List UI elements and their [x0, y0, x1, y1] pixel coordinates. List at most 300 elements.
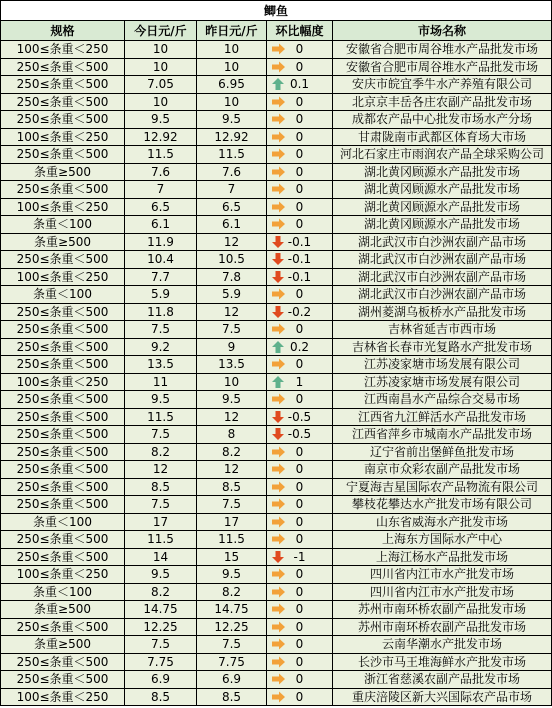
- spec-cell: 条重≥500: [1, 636, 125, 654]
- spec-cell: 250≤条重＜500: [1, 653, 125, 671]
- arrow-right-icon: [270, 602, 286, 616]
- market-name-cell: 四川省内江市水产批发市场: [333, 566, 552, 584]
- market-name-cell: 甘肃陇南市武都区体育场大市场: [333, 128, 552, 146]
- spec-cell: 100≤条重＜250: [1, 566, 125, 584]
- header-change: 环比幅度: [267, 21, 333, 41]
- change-value: 0: [295, 462, 304, 477]
- table-row: [1, 653, 552, 671]
- yesterday-price-cell: 9.5: [197, 391, 267, 409]
- table-row: [1, 583, 552, 601]
- change-value: 0: [295, 392, 304, 407]
- spec-cell: 250≤条重＜500: [1, 408, 125, 426]
- change-value: 0: [295, 357, 304, 372]
- table-row: [1, 216, 552, 234]
- today-price-cell: 11.5: [125, 146, 197, 164]
- arrow-down-icon: [270, 270, 286, 284]
- spec-cell: 250≤条重＜500: [1, 111, 125, 129]
- header-today-price: 今日元/斤: [125, 21, 197, 41]
- today-price-cell: 7.7: [125, 268, 197, 286]
- change-value: 0: [295, 322, 304, 337]
- arrow-down-icon: [270, 410, 286, 424]
- today-price-cell: 14: [125, 548, 197, 566]
- change-cell: [267, 636, 333, 654]
- today-price-cell: 10.4: [125, 251, 197, 269]
- yesterday-price-cell: 8.2: [197, 583, 267, 601]
- table-row: [1, 391, 552, 409]
- change-value: 0: [295, 672, 304, 687]
- change-value: 0: [295, 94, 304, 109]
- table-row: [1, 566, 552, 584]
- spec-cell: 250≤条重＜500: [1, 93, 125, 111]
- today-price-cell: 7.5: [125, 496, 197, 514]
- today-price-cell: 17: [125, 513, 197, 531]
- change-value: 0: [295, 199, 304, 214]
- market-name-cell: 南京市众彩农副产品批发市场: [333, 461, 552, 479]
- spec-cell: 250≤条重＜500: [1, 303, 125, 321]
- today-price-cell: 7.5: [125, 426, 197, 444]
- today-price-cell: 9.2: [125, 338, 197, 356]
- yesterday-price-cell: 8.5: [197, 688, 267, 706]
- table-row: [1, 601, 552, 619]
- change-cell: [267, 408, 333, 426]
- change-cell: [267, 303, 333, 321]
- market-name-cell: 安徽省合肥市周谷堆水产品批发市场: [333, 58, 552, 76]
- table-row: [1, 478, 552, 496]
- market-name-cell: 上海江杨水产品批发市场: [333, 548, 552, 566]
- change-cell: [267, 531, 333, 549]
- yesterday-price-cell: 10: [197, 58, 267, 76]
- yesterday-price-cell: 7.75: [197, 653, 267, 671]
- header-row: [1, 21, 552, 41]
- table-row: [1, 128, 552, 146]
- market-name-cell: 湖北武汉市白沙洲农副产品市场: [333, 251, 552, 269]
- change-value: 0: [295, 479, 304, 494]
- spec-cell: 250≤条重＜500: [1, 76, 125, 94]
- spec-cell: 条重＜100: [1, 286, 125, 304]
- spec-cell: 条重＜100: [1, 216, 125, 234]
- yesterday-price-cell: 10: [197, 41, 267, 59]
- change-cell: [267, 496, 333, 514]
- change-cell: [267, 688, 333, 706]
- change-cell: [267, 251, 333, 269]
- change-value: -0.2: [287, 304, 312, 319]
- change-cell: [267, 653, 333, 671]
- arrow-right-icon: [270, 95, 286, 109]
- market-name-cell: 辽宁省前岀堡鲜鱼批发市场: [333, 443, 552, 461]
- arrow-right-icon: [270, 462, 286, 476]
- yesterday-price-cell: 7.5: [197, 321, 267, 339]
- yesterday-price-cell: 7: [197, 181, 267, 199]
- table-row: [1, 618, 552, 636]
- change-value: 0: [295, 42, 304, 57]
- title-row: [1, 1, 552, 21]
- table-row: [1, 111, 552, 129]
- yesterday-price-cell: 10.5: [197, 251, 267, 269]
- spec-cell: 100≤条重＜250: [1, 128, 125, 146]
- change-value: -0.5: [287, 427, 312, 442]
- change-value: 0: [295, 584, 304, 599]
- spec-cell: 250≤条重＜500: [1, 478, 125, 496]
- market-name-cell: 湖北黄冈顾源水产品批发市场: [333, 163, 552, 181]
- yesterday-price-cell: 6.1: [197, 216, 267, 234]
- change-value: 0: [295, 514, 304, 529]
- yesterday-price-cell: 15: [197, 548, 267, 566]
- today-price-cell: 8.2: [125, 583, 197, 601]
- arrow-right-icon: [270, 567, 286, 581]
- table-row: [1, 688, 552, 706]
- spec-cell: 100≤条重＜250: [1, 373, 125, 391]
- arrow-right-icon: [270, 112, 286, 126]
- change-value: 0: [295, 497, 304, 512]
- table-row: [1, 408, 552, 426]
- change-cell: [267, 233, 333, 251]
- today-price-cell: 11.5: [125, 531, 197, 549]
- table-row: [1, 286, 552, 304]
- table-row: [1, 93, 552, 111]
- today-price-cell: 5.9: [125, 286, 197, 304]
- arrow-right-icon: [270, 165, 286, 179]
- change-cell: [267, 146, 333, 164]
- market-name-cell: 苏州市南环桥农副产品批发市场: [333, 601, 552, 619]
- market-name-cell: 江西省萍乡市城南水产品批发市场: [333, 426, 552, 444]
- arrow-down-icon: [270, 235, 286, 249]
- today-price-cell: 7.75: [125, 653, 197, 671]
- arrow-right-icon: [270, 637, 286, 651]
- change-cell: [267, 338, 333, 356]
- market-name-cell: 安徽省合肥市周谷堆水产品批发市场: [333, 41, 552, 59]
- header-yesterday-price: 昨日元/斤: [197, 21, 267, 41]
- change-value: -0.1: [287, 269, 312, 284]
- spec-cell: 250≤条重＜500: [1, 251, 125, 269]
- change-value: 0: [295, 112, 304, 127]
- arrow-right-icon: [270, 655, 286, 669]
- yesterday-price-cell: 10: [197, 93, 267, 111]
- market-name-cell: 湖北黄冈顾源水产品批发市场: [333, 198, 552, 216]
- today-price-cell: 11.9: [125, 233, 197, 251]
- yesterday-price-cell: 13.5: [197, 356, 267, 374]
- market-name-cell: 吉林省长春市光复路水产批发市场: [333, 338, 552, 356]
- spec-cell: 250≤条重＜500: [1, 548, 125, 566]
- yesterday-price-cell: 12.92: [197, 128, 267, 146]
- change-value: 0: [295, 182, 304, 197]
- arrow-down-icon: [270, 550, 286, 564]
- today-price-cell: 11.5: [125, 408, 197, 426]
- today-price-cell: 14.75: [125, 601, 197, 619]
- table-row: [1, 531, 552, 549]
- today-price-cell: 8.5: [125, 688, 197, 706]
- table-row: [1, 338, 552, 356]
- spec-cell: 250≤条重＜500: [1, 426, 125, 444]
- change-cell: [267, 181, 333, 199]
- table-title: 鲫鱼: [1, 1, 552, 21]
- table-row: [1, 163, 552, 181]
- market-name-cell: 攀枝花攀达水产批发市场有限公司: [333, 496, 552, 514]
- arrow-right-icon: [270, 392, 286, 406]
- change-cell: [267, 321, 333, 339]
- spec-cell: 250≤条重＜500: [1, 618, 125, 636]
- change-cell: [267, 513, 333, 531]
- market-name-cell: 浙江省慈溪农副产品批发市场: [333, 671, 552, 689]
- today-price-cell: 12.25: [125, 618, 197, 636]
- arrow-down-icon: [270, 305, 286, 319]
- arrow-right-icon: [270, 130, 286, 144]
- today-price-cell: 8.5: [125, 478, 197, 496]
- today-price-cell: 8.2: [125, 443, 197, 461]
- change-value: -0.1: [287, 234, 312, 249]
- change-cell: [267, 583, 333, 601]
- spec-cell: 250≤条重＜500: [1, 443, 125, 461]
- change-value: 0: [295, 637, 304, 652]
- change-value: 0: [295, 147, 304, 162]
- arrow-right-icon: [270, 620, 286, 634]
- today-price-cell: 6.1: [125, 216, 197, 234]
- change-value: 0: [295, 164, 304, 179]
- spec-cell: 250≤条重＜500: [1, 321, 125, 339]
- market-name-cell: 宁夏海吉星国际农产品物流有限公司: [333, 478, 552, 496]
- change-cell: [267, 618, 333, 636]
- today-price-cell: 10: [125, 93, 197, 111]
- change-value: 0.1: [289, 77, 310, 92]
- table-row: [1, 146, 552, 164]
- table-row: [1, 356, 552, 374]
- market-name-cell: 江西南昌水产品综合交易市场: [333, 391, 552, 409]
- change-value: 0: [295, 654, 304, 669]
- table-row: [1, 41, 552, 59]
- yesterday-price-cell: 12: [197, 461, 267, 479]
- yesterday-price-cell: 7.5: [197, 496, 267, 514]
- change-value: 0: [295, 129, 304, 144]
- today-price-cell: 6.5: [125, 198, 197, 216]
- market-name-cell: 重庆涪陵区新大兴国际农产品市场: [333, 688, 552, 706]
- change-cell: [267, 461, 333, 479]
- table-row: [1, 58, 552, 76]
- table-row: [1, 461, 552, 479]
- arrow-right-icon: [270, 287, 286, 301]
- change-cell: [267, 93, 333, 111]
- spec-cell: 100≤条重＜250: [1, 41, 125, 59]
- table-body: [1, 41, 552, 706]
- change-cell: [267, 601, 333, 619]
- today-price-cell: 13.5: [125, 356, 197, 374]
- spec-cell: 250≤条重＜500: [1, 338, 125, 356]
- change-cell: [267, 548, 333, 566]
- change-value: 0: [295, 287, 304, 302]
- change-cell: [267, 128, 333, 146]
- yesterday-price-cell: 11.5: [197, 146, 267, 164]
- arrow-right-icon: [270, 217, 286, 231]
- table-row: [1, 636, 552, 654]
- header-market: 市场名称: [333, 21, 552, 41]
- yesterday-price-cell: 6.9: [197, 671, 267, 689]
- market-name-cell: 湖北武汉市白沙洲农副产品市场: [333, 233, 552, 251]
- yesterday-price-cell: 11.5: [197, 531, 267, 549]
- table-row: [1, 251, 552, 269]
- yesterday-price-cell: 5.9: [197, 286, 267, 304]
- arrow-right-icon: [270, 672, 286, 686]
- today-price-cell: 9.5: [125, 566, 197, 584]
- today-price-cell: 7.6: [125, 163, 197, 181]
- change-cell: [267, 58, 333, 76]
- change-cell: [267, 198, 333, 216]
- yesterday-price-cell: 12: [197, 303, 267, 321]
- market-name-cell: 江西省九江鲜活水产品批发市场: [333, 408, 552, 426]
- change-cell: [267, 373, 333, 391]
- arrow-right-icon: [270, 497, 286, 511]
- arrow-right-icon: [270, 480, 286, 494]
- header-spec: 规格: [1, 21, 125, 41]
- spec-cell: 250≤条重＜500: [1, 496, 125, 514]
- change-cell: [267, 356, 333, 374]
- change-cell: [267, 671, 333, 689]
- spec-cell: 条重≥500: [1, 601, 125, 619]
- change-cell: [267, 163, 333, 181]
- spec-cell: 250≤条重＜500: [1, 356, 125, 374]
- table-row: [1, 76, 552, 94]
- arrow-right-icon: [270, 585, 286, 599]
- today-price-cell: 6.9: [125, 671, 197, 689]
- arrow-right-icon: [270, 200, 286, 214]
- spec-cell: 250≤条重＜500: [1, 671, 125, 689]
- table-row: [1, 426, 552, 444]
- spec-cell: 条重≥500: [1, 163, 125, 181]
- arrow-up-icon: [270, 77, 286, 91]
- yesterday-price-cell: 12: [197, 233, 267, 251]
- spec-cell: 250≤条重＜500: [1, 181, 125, 199]
- arrow-right-icon: [270, 357, 286, 371]
- market-name-cell: 安庆市皖宜季牛水产养殖有限公司: [333, 76, 552, 94]
- yesterday-price-cell: 17: [197, 513, 267, 531]
- arrow-right-icon: [270, 690, 286, 704]
- change-value: 0: [295, 689, 304, 704]
- arrow-down-icon: [270, 252, 286, 266]
- change-cell: [267, 268, 333, 286]
- market-name-cell: 长沙市马王堆海鲜水产批发市场: [333, 653, 552, 671]
- table-row: [1, 513, 552, 531]
- table-row: [1, 233, 552, 251]
- yesterday-price-cell: 12.25: [197, 618, 267, 636]
- market-name-cell: 湖北武汉市白沙洲农副产品市场: [333, 286, 552, 304]
- change-value: 0: [295, 217, 304, 232]
- today-price-cell: 9.5: [125, 111, 197, 129]
- change-value: -1: [293, 549, 306, 564]
- table-row: [1, 181, 552, 199]
- change-cell: [267, 286, 333, 304]
- change-cell: [267, 443, 333, 461]
- spec-cell: 100≤条重＜250: [1, 688, 125, 706]
- yesterday-price-cell: 10: [197, 373, 267, 391]
- yesterday-price-cell: 9: [197, 338, 267, 356]
- yesterday-price-cell: 12: [197, 408, 267, 426]
- market-name-cell: 云南华潮水产批发市场: [333, 636, 552, 654]
- table-row: [1, 321, 552, 339]
- change-value: 0: [295, 619, 304, 634]
- change-value: 0: [295, 59, 304, 74]
- today-price-cell: 7: [125, 181, 197, 199]
- today-price-cell: 12.92: [125, 128, 197, 146]
- change-cell: [267, 566, 333, 584]
- yesterday-price-cell: 9.5: [197, 111, 267, 129]
- table-row: [1, 671, 552, 689]
- table-row: [1, 303, 552, 321]
- spec-cell: 250≤条重＜500: [1, 461, 125, 479]
- yesterday-price-cell: 6.5: [197, 198, 267, 216]
- table-row: [1, 373, 552, 391]
- market-name-cell: 湖北黄冈顾源水产品批发市场: [333, 216, 552, 234]
- change-cell: [267, 391, 333, 409]
- arrow-right-icon: [270, 182, 286, 196]
- arrow-down-icon: [270, 427, 286, 441]
- change-cell: [267, 216, 333, 234]
- arrow-right-icon: [270, 42, 286, 56]
- market-name-cell: 江苏凌家塘市场发展有限公司: [333, 356, 552, 374]
- yesterday-price-cell: 7.6: [197, 163, 267, 181]
- arrow-right-icon: [270, 147, 286, 161]
- change-value: 0: [295, 444, 304, 459]
- table-row: [1, 443, 552, 461]
- yesterday-price-cell: 7.5: [197, 636, 267, 654]
- market-name-cell: 四川省内江市水产批发市场: [333, 583, 552, 601]
- spec-cell: 100≤条重＜250: [1, 268, 125, 286]
- market-name-cell: 江苏凌家塘市场发展有限公司: [333, 373, 552, 391]
- table-row: [1, 268, 552, 286]
- yesterday-price-cell: 8.2: [197, 443, 267, 461]
- yesterday-price-cell: 6.95: [197, 76, 267, 94]
- market-name-cell: 湖北黄冈顾源水产品批发市场: [333, 181, 552, 199]
- arrow-up-icon: [270, 375, 286, 389]
- spec-cell: 250≤条重＜500: [1, 391, 125, 409]
- change-value: 0: [295, 532, 304, 547]
- change-cell: [267, 111, 333, 129]
- market-name-cell: 湖北武汉市白沙洲农副产品市场: [333, 268, 552, 286]
- table-row: [1, 548, 552, 566]
- yesterday-price-cell: 14.75: [197, 601, 267, 619]
- yesterday-price-cell: 9.5: [197, 566, 267, 584]
- change-value: 1: [295, 374, 304, 389]
- today-price-cell: 7.5: [125, 321, 197, 339]
- arrow-up-icon: [270, 340, 286, 354]
- today-price-cell: 7.05: [125, 76, 197, 94]
- spec-cell: 条重＜100: [1, 513, 125, 531]
- market-name-cell: 吉林省延吉市西市场: [333, 321, 552, 339]
- spec-cell: 条重＜100: [1, 583, 125, 601]
- today-price-cell: 10: [125, 58, 197, 76]
- market-name-cell: 成都农产品中心批发市场水产分场: [333, 111, 552, 129]
- spec-cell: 条重≥500: [1, 233, 125, 251]
- change-cell: [267, 41, 333, 59]
- change-value: -0.1: [287, 252, 312, 267]
- table-row: [1, 496, 552, 514]
- change-value: 0.2: [289, 339, 310, 354]
- today-price-cell: 11.8: [125, 303, 197, 321]
- change-cell: [267, 478, 333, 496]
- change-cell: [267, 426, 333, 444]
- spec-cell: 100≤条重＜250: [1, 198, 125, 216]
- market-name-cell: 河北石家庄市雨润农产品全球采购公司: [333, 146, 552, 164]
- today-price-cell: 10: [125, 41, 197, 59]
- yesterday-price-cell: 8.5: [197, 478, 267, 496]
- market-name-cell: 苏州市南环桥农副产品批发市场: [333, 618, 552, 636]
- change-cell: [267, 76, 333, 94]
- change-value: 0: [295, 567, 304, 582]
- today-price-cell: 9.5: [125, 391, 197, 409]
- arrow-right-icon: [270, 322, 286, 336]
- table-row: [1, 198, 552, 216]
- yesterday-price-cell: 7.8: [197, 268, 267, 286]
- spec-cell: 250≤条重＜500: [1, 146, 125, 164]
- market-name-cell: 山东省威海水产批发市场: [333, 513, 552, 531]
- today-price-cell: 7.5: [125, 636, 197, 654]
- spec-cell: 250≤条重＜500: [1, 531, 125, 549]
